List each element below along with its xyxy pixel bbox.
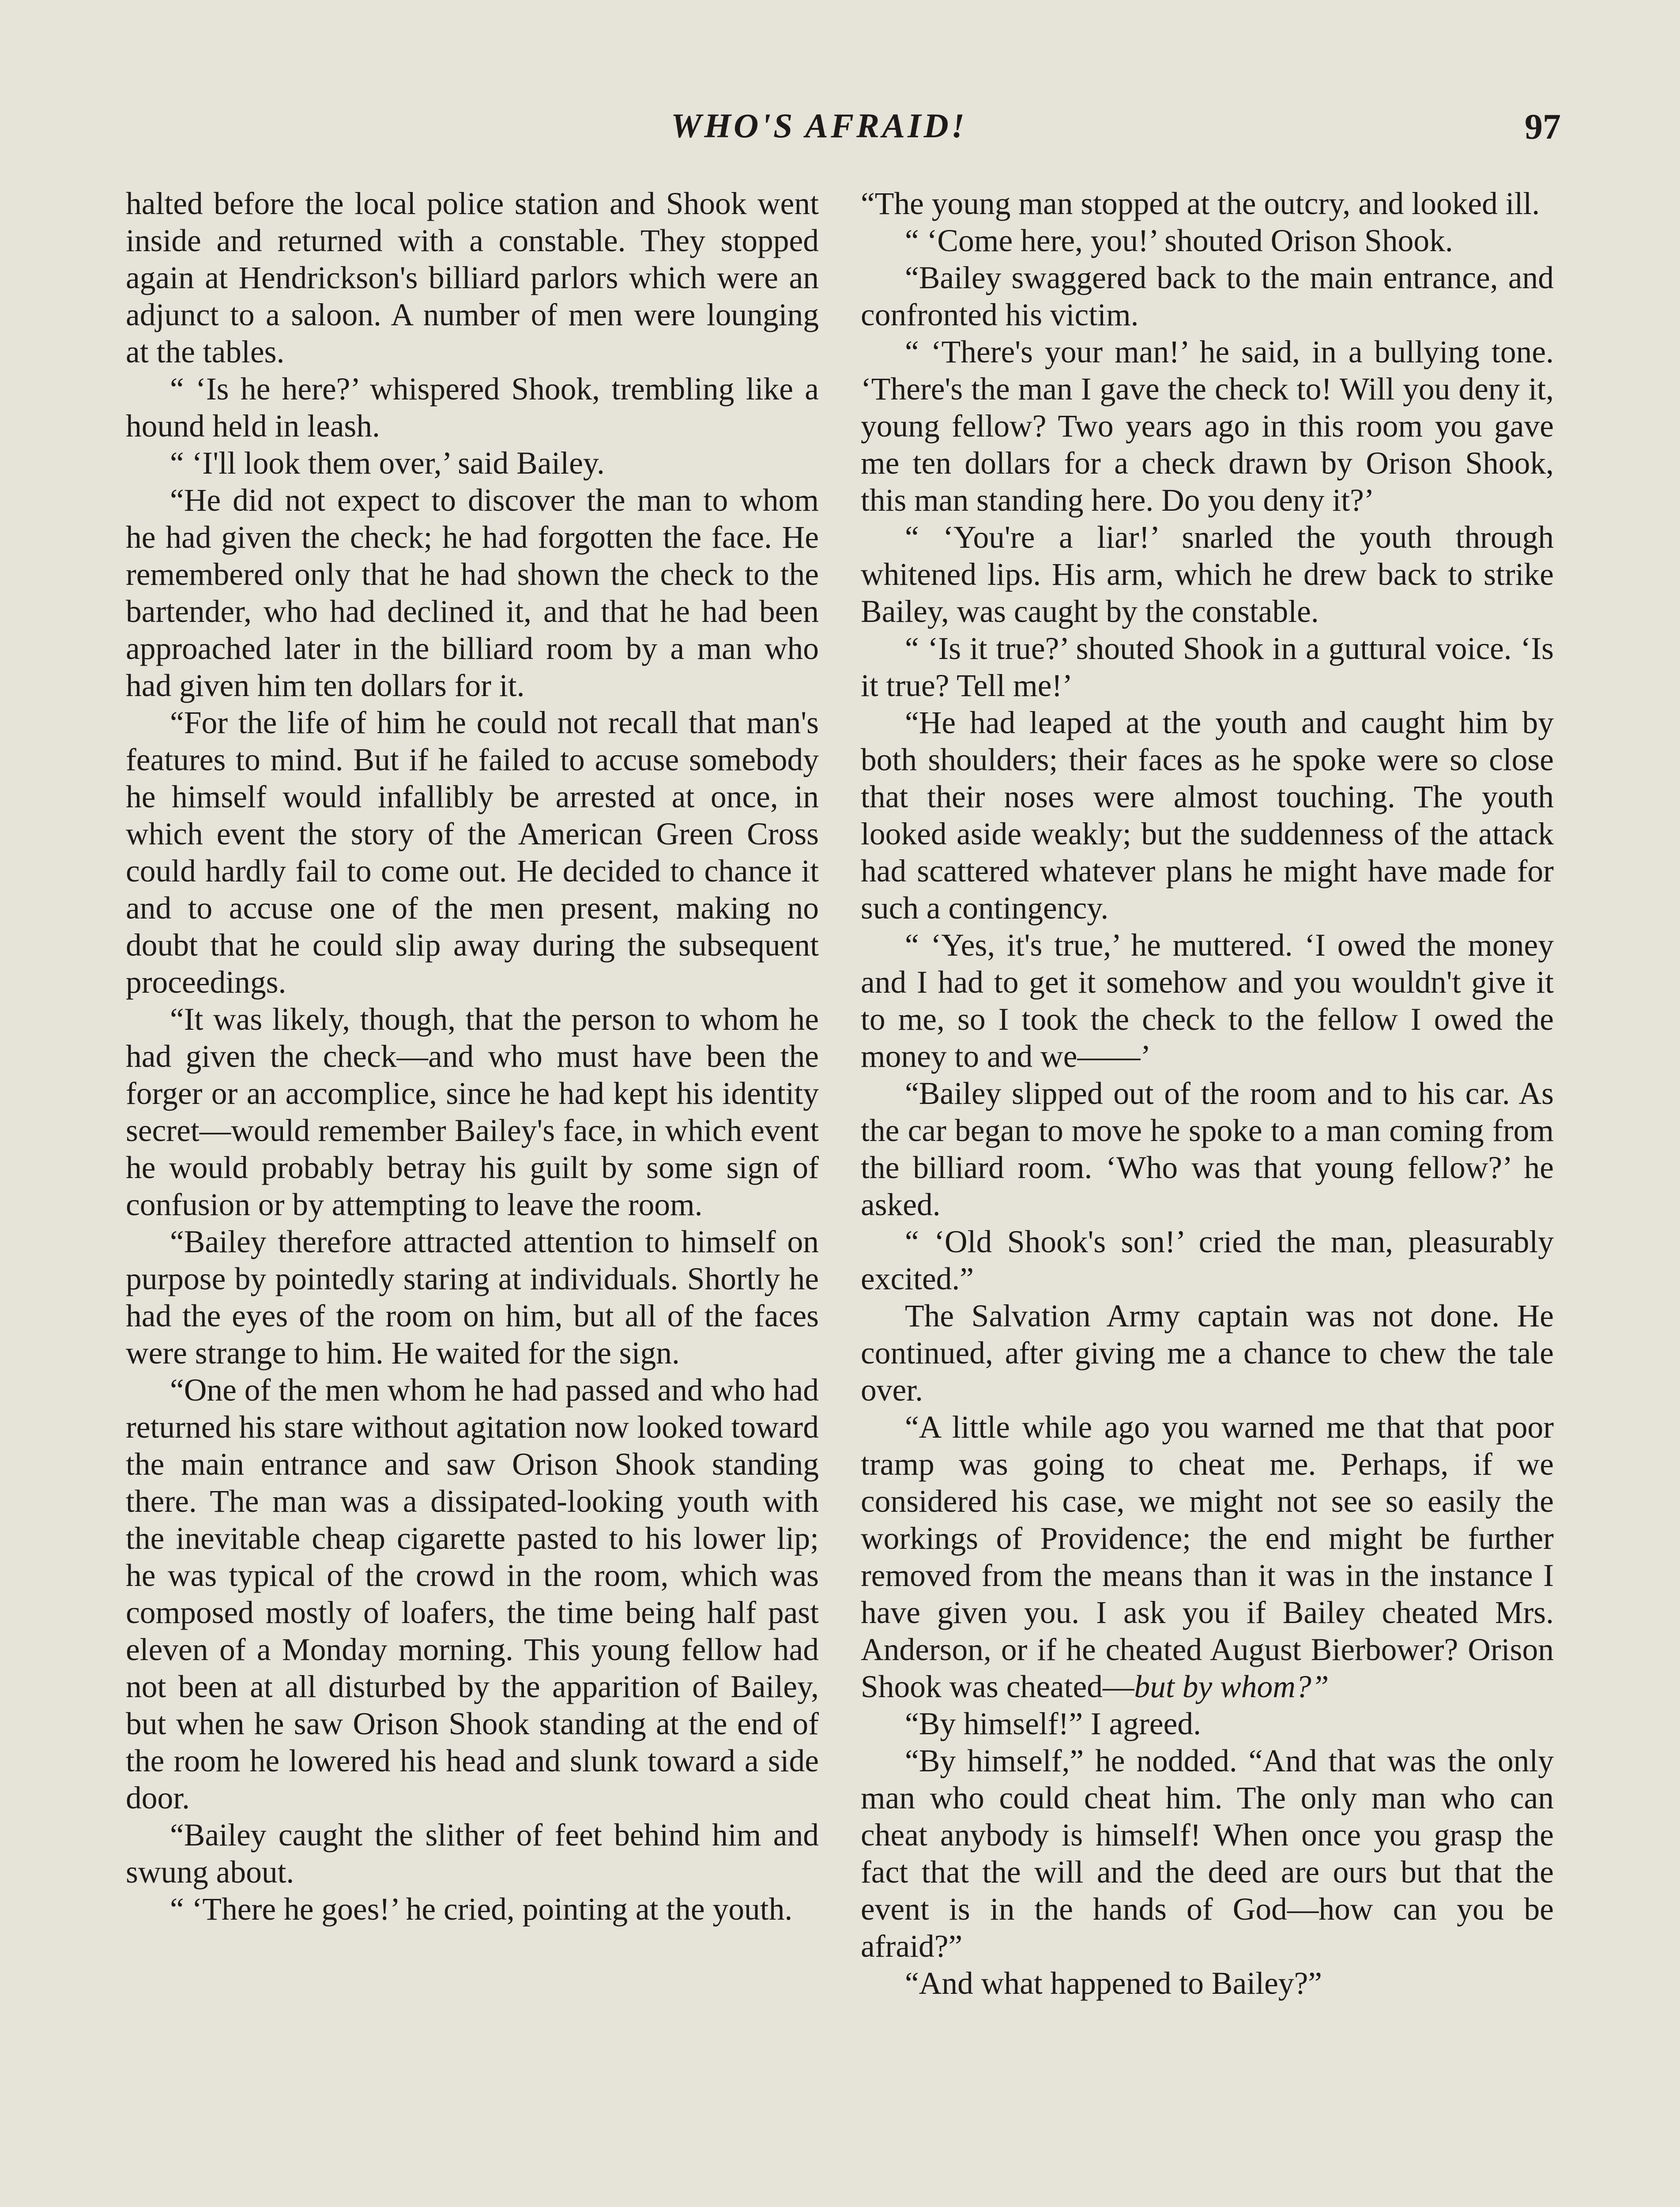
running-head: WHO'S AFRAID! — [671, 106, 968, 145]
paragraph-text: “A little while ago you warned me that that poor tramp was going to cheat me. Perhaps, if we considered his case, we might not see so easily the workings of Providence; the end might be further removed from the means than it was in the instance I have given you. I ask you if Bailey cheated Mrs. Anderson, or if he cheated August Bierbower? Orison Shook was cheated— — [861, 1410, 1554, 1704]
paragraph: “Bailey caught the slither of feet behind him and swung about. — [126, 1818, 819, 1890]
emphasis-text: but by whom?” — [1134, 1669, 1329, 1704]
paragraph: “ ‘Yes, it's true,’ he muttered. ‘I owed the money and I had to get it somehow and you wouldn't give it to me, so I took the check to the fellow I owed the money to and we——’ — [861, 928, 1554, 1074]
paragraph: “For the life of him he could not recall that man's features to mind. But if he failed to accuse somebody he himself would infallibly be arrested at once, in which event the story of the American Green Cross could hardly fail to come out. He decided to chance it and to accuse one of the men present, making no doubt that he could slip away during the subsequent proceedings. — [126, 705, 819, 1000]
page-number: 97 — [1525, 106, 1561, 147]
paragraph: “Bailey swaggered back to the main entrance, and confronted his victim. — [861, 260, 1554, 332]
paragraph: “He had leaped at the youth and caught him by both shoulders; their faces as he spoke were so close that their noses were almost touching. The youth looked aside weakly; but the suddenness of the attack had scattered whatever plans he might have made for such a contingency. — [861, 705, 1554, 926]
paragraph: halted before the local police station and Shook went inside and returned with a constable. They stopped again at Hendrickson's billiard parlors which were an adjunct to a saloon. A number of men were lounging at the tables. — [126, 186, 819, 369]
paragraph: “ ‘Is he here?’ whispered Shook, trembling like a hound held in leash. — [126, 372, 819, 444]
paragraph: “Bailey slipped out of the room and to his car. As the car began to move he spoke to a man coming from the billiard room. ‘Who was that young fellow?’ he asked. — [861, 1076, 1554, 1222]
paragraph: “ ‘Is it true?’ shouted Shook in a guttural voice. ‘Is it true? Tell me!’ — [861, 631, 1554, 703]
paragraph: “He did not expect to discover the man to whom he had given the check; he had forgotten the face. He remembered only that he had shown the check to the bartender, who had declined it, and that he had been approached later in the billiard room by a man who had given him ten dollars for it. — [126, 483, 819, 703]
paragraph: “ ‘There's your man!’ he said, in a bullying tone. ‘There's the man I gave the check to! Will you deny it, young fellow? Two years ago in this room you gave me ten dollars for a check drawn by Orison Shook, this man standing here. Do you deny it?’ — [861, 335, 1554, 518]
paragraph — [861, 1409, 1554, 1706]
paragraph: “By himself,” he nodded. “And that was the only man who could cheat him. The only man who can cheat anybody is himself! When once you grasp the fact that the will and the deed are ours but that the event is in the hands of God—how can you be afraid?” — [861, 1744, 1554, 1964]
paragraph: “ ‘I'll look them over,’ said Bailey. — [170, 446, 605, 481]
left-column — [126, 185, 819, 1928]
paragraph: “It was likely, though, that the person to whom he had given the check—and who must have been the forger or an accomplice, since he had kept his identity secret—would remember Bailey's face, in which event he would probably betray his guilt by some sign of confusion or by attempting to leave the room. — [126, 1002, 819, 1222]
paragraph: “The young man stopped at the outcry, and looked ill. — [861, 186, 1540, 221]
paragraph: “And what happened to Bailey?” — [905, 1966, 1322, 2001]
paragraph: “ ‘There he goes!’ he cried, pointing at the youth. — [170, 1892, 793, 1927]
right-column — [861, 185, 1554, 2002]
paragraph: “ ‘Come here, you!’ shouted Orison Shook. — [905, 223, 1453, 258]
paragraph: “By himself!” I agreed. — [905, 1706, 1202, 1741]
paragraph: “ ‘You're a liar!’ snarled the youth through whitened lips. His arm, which he drew back to strike Bailey, was caught by the constable. — [861, 520, 1554, 629]
paragraph: “ ‘Old Shook's son!’ cried the man, pleasurably excited.” — [861, 1224, 1554, 1296]
paragraph: “One of the men whom he had passed and who had returned his stare without agitation now looked toward the main entrance and saw Orison Shook standing there. The man was a dissipated-looking youth with the inevitable cheap cigarette pasted to his lower lip; he was typical of the crowd in the room, which was composed mostly of loafers, the time being half past eleven of a Monday morning. This young fellow had not been at all disturbed by the apparition of Bailey, but when he saw Orison Shook standing at the end of the room he lowered his head and slunk toward a side door. — [126, 1373, 819, 1815]
paragraph: “Bailey therefore attracted attention to himself on purpose by pointedly staring at individuals. Shortly he had the eyes of the room on him, but all of the faces were strange to him. He waited for the sign. — [126, 1224, 819, 1371]
paragraph: The Salvation Army captain was not done. He continued, after giving me a chance to chew the tale over. — [861, 1299, 1554, 1408]
